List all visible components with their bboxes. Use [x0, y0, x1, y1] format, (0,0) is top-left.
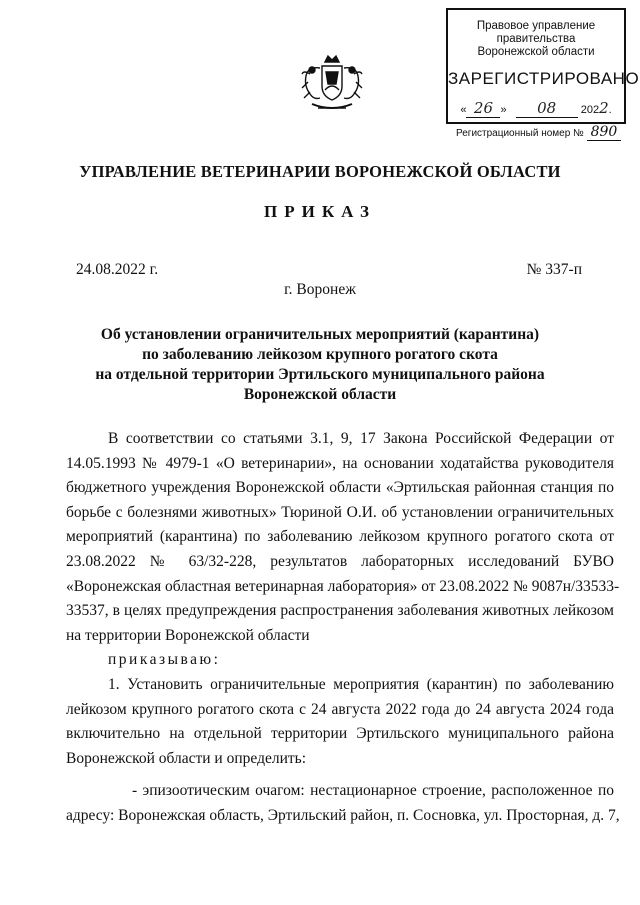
- document-body: [66, 427, 620, 829]
- body-line: 1. Установить ограничительные мероприятия (карантин) по заболеванию: [108, 675, 614, 693]
- subject-line: Воронежской области: [243, 386, 397, 403]
- body-line: 23.08.2022 № 63/32-228, результатов лабораторных исследований БУВО: [66, 552, 614, 570]
- stamp-authority: [448, 20, 624, 59]
- organization-title: УПРАВЛЕНИЕ ВЕТЕРИНАРИИ ВОРОНЕЖСКОЙ ОБЛАСТИ: [79, 162, 561, 181]
- stamp-authority-line1: Правовое управление правительства: [476, 20, 596, 45]
- stamp-reg-label: Регистрационный номер №: [456, 128, 584, 139]
- clause-1-paragraph: [66, 673, 614, 771]
- body-line: лейкозом крупного рогатого скота с 24 августа 2022 года до 24 августа 2024 года: [66, 700, 614, 718]
- body-line: на территории Воронежской области: [66, 626, 310, 644]
- body-line: бюджетного учреждения Воронежской области «Эртильская районная станция по: [66, 479, 614, 497]
- subject-line: на отдельной территории Эртильского муниципального района: [95, 366, 545, 383]
- coat-of-arms-icon: [298, 52, 366, 116]
- stamp-date-year-prefix: 202: [580, 104, 600, 116]
- document-number: № 337-п: [526, 261, 582, 278]
- document-subject: [0, 325, 640, 405]
- stamp-reg-value: 890: [587, 124, 622, 141]
- subject-line: Об установлении ограничительных мероприятий (карантина): [100, 326, 540, 343]
- preamble-paragraph: [66, 427, 620, 648]
- body-line: мероприятий (карантина) по заболеванию лейкозом крупного рогатого скота от: [66, 528, 614, 546]
- stamp-authority-line2: Воронежской области: [477, 46, 595, 58]
- stamp-reg-number: [448, 124, 624, 140]
- document-city: г. Воронеж: [284, 281, 356, 298]
- body-line: включительно на отдельной территории Эртильского муниципального района: [66, 725, 614, 743]
- body-line: адресу: Воронежская область, Эртильский район, п. Сосновка, ул. Просторная, д. 7,: [66, 806, 620, 824]
- body-line: В соответствии со статьями 3.1, 9, 17 Закона Российской Федерации от: [108, 430, 614, 447]
- body-line: Воронежской области и определить:: [66, 749, 307, 767]
- subject-line: по заболеванию лейкозом крупного рогатого скота: [142, 346, 498, 363]
- body-line: 14.05.1993 № 4979-1 «О ветеринарии», на основании ходатайства руководителя: [66, 454, 614, 472]
- order-word-text: приказываю:: [108, 651, 221, 669]
- stamp-registered-label: ЗАРЕГИСТРИРОВАНО: [448, 69, 640, 88]
- clause-1-focus-paragraph: [66, 779, 620, 828]
- body-line: 33537, в целях предупреждения распространения заболевания животных лейкозом: [66, 602, 614, 620]
- body-line: - эпизоотическим очагом: нестационарное строение, расположенное по: [132, 782, 614, 800]
- document-date: 24.08.2022 г.: [76, 261, 159, 278]
- registration-stamp: [446, 8, 640, 140]
- stamp-date: « 26 » 08 2022.: [460, 99, 612, 117]
- body-line: «Воронежская областная ветеринарная лаборатория» от 23.08.2022 № 9087н/33533-: [66, 577, 620, 595]
- body-line: борьбе с болезнями животных» Тюриной О.И. об установлении ограничительных: [66, 503, 614, 521]
- stamp-date-year-suffix: 2: [599, 99, 609, 117]
- stamp-date-day: 26: [473, 99, 493, 117]
- document-type: ПРИКАЗ: [264, 202, 376, 221]
- stamp-date-month: 08: [537, 99, 557, 117]
- order-word: [66, 648, 614, 673]
